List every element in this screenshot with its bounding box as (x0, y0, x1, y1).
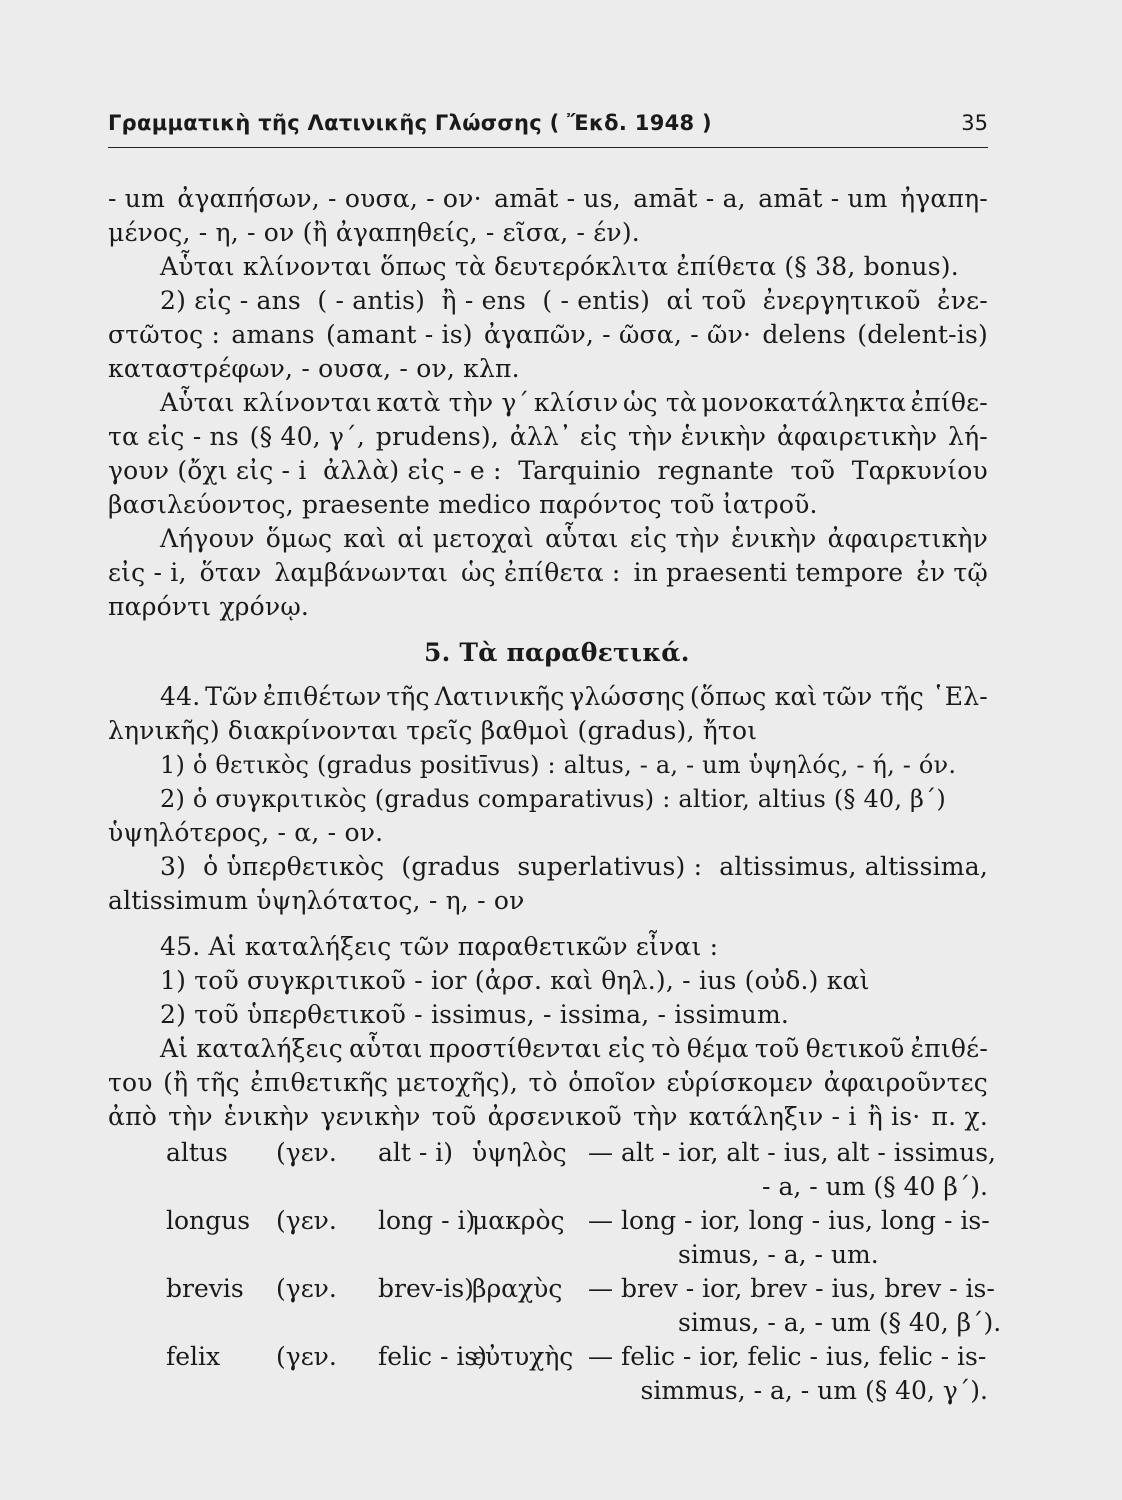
example-row: altus (γεν. alt - i) ὑψηλὸς — alt - ior, alt - ius, alt - issimus, (166, 1138, 997, 1167)
text-line: 1) τοῦ συγκριτικοῦ - ior (ἀρσ. καὶ θηλ.), - ius (οὐδ.) καὶ (160, 966, 870, 995)
text-line: καταστρέφων, - ουσα, - ον, κλπ. (108, 354, 520, 383)
text-line: 3) ὁ ὑπερθετικὸς (gradus superlativus) : altissimus, altissima, (160, 852, 988, 881)
text-line: Αὗται κλίνονται κατὰ τὴν γ΄ κλίσιν ὡς τὰ μονοκατάληκτα ἐπίθε- (160, 388, 988, 417)
text-line: τα εἰς - ns (§ 40, γ΄, prudens), ἀλλ᾿ εἰς τὴν ἑνικὴν ἀφαιρετικὴν λή- (108, 422, 988, 451)
running-header (108, 103, 988, 148)
example-row: felix (γεν. felic - is) εὐτυχὴς — felic - ior, felic - ius, felic - is- (166, 1342, 987, 1371)
text-line: ὑψηλότερος, - α, - ον. (108, 818, 384, 847)
example-row: longus (γεν. long - i) μακρὸς — long - ior, long - ius, long - is- (166, 1206, 990, 1235)
example-continuation: simus, - a, - um. (678, 1240, 879, 1269)
text-line: παρόντι χρόνῳ. (108, 592, 310, 621)
text-line: 2) ὁ συγκριτικὸς (gradus comparativus) : altior, altius (§ 40, β΄) (160, 785, 946, 813)
text-line: Αἱ καταλήξεις αὗται προστίθενται εἰς τὸ θέμα τοῦ θετικοῦ ἐπιθέ- (160, 1034, 988, 1063)
text-line: - um ἀγαπήσων, - ουσα, - ον· amāt - us, amāt - a, amāt - um ἠγαπη- (108, 184, 988, 213)
example-continuation: - a, - um (§ 40 β΄). (762, 1172, 988, 1201)
running-title: Γραμματικὴ τῆς Λατινικῆς Γλώσσης ( Ἔκδ. 1948 ) (108, 111, 712, 135)
text-line: 2) εἰς - ans ( - antis) ἢ - ens ( - entis) αἱ τοῦ ἐνεργητικοῦ ἐνε- (160, 286, 988, 315)
text-line: 1) ὁ θετικὸς (gradus positīvus) : altus, - a, - um ὑψηλός, - ή, - όν. (160, 751, 957, 779)
text-line: altissimum ὑψηλότατος, - η, - ον (108, 886, 525, 915)
text-line: εἰς - i, ὅταν λαμβάνωνται ὡς ἐπίθετα : in praesenti tempore ἐν τῷ (108, 558, 988, 587)
text-line: Λήγουν ὅμως καὶ αἱ μετοχαὶ αὗται εἰς τὴν ἑνικὴν ἀφαιρετικὴν (160, 524, 988, 553)
text-line: 45. Αἱ καταλήξεις τῶν παραθετικῶν εἶναι : (160, 932, 719, 961)
text-line: ἀπὸ τὴν ἑνικὴν γενικὴν τοῦ ἀρσενικοῦ τὴν κατάληξιν - i ἢ is· π. χ. (108, 1102, 988, 1131)
example-continuation: simus, - a, - um (§ 40, β΄). (678, 1308, 1002, 1337)
text-line: του (ἢ τῆς ἐπιθετικῆς μετοχῆς), τὸ ὁποῖον εὑρίσκομεν ἀφαιροῦντες (108, 1068, 988, 1097)
text-line: γουν (ὄχι εἰς - i ἀλλὰ) εἰς - e : Tarquinio regnante τοῦ Ταρκυνίου (108, 456, 988, 485)
text-line: στῶτος : amans (amant - is) ἀγαπῶν, - ῶσα, - ῶν· delens (delent-is) (108, 320, 988, 349)
text-line: ληνικῆς) διακρίνονται τρεῖς βαθμοὶ (gradus), ἤτοι (108, 716, 758, 745)
text-line: Αὗται κλίνονται ὅπως τὰ δευτερόκλιτα ἐπίθετα (§ 38, bonus). (160, 252, 959, 281)
page-number: 35 (961, 111, 988, 135)
text-line: 44. Τῶν ἐπιθέτων τῆς Λατινικῆς γλώσσης (ὅπως καὶ τῶν τῆς ῾Ελ- (160, 682, 988, 711)
example-row: brevis (γεν. brev-is) βραχὺς — brev - ior, brev - ius, brev - is- (166, 1274, 995, 1303)
section-heading: 5. Τὰ παραθετικά. (424, 638, 690, 667)
example-continuation: simmus, - a, - um (§ 40, γ΄). (640, 1376, 988, 1405)
text-line: μένος, - η, - ον (ἢ ἀγαπηθείς, - εῖσα, - έν). (108, 218, 640, 247)
text-line: 2) τοῦ ὑπερθετικοῦ - issimus, - issima, - issimum. (160, 1000, 789, 1029)
text-line: βασιλεύοντος, praesente medico παρόντος τοῦ ἰατροῦ. (108, 490, 818, 519)
